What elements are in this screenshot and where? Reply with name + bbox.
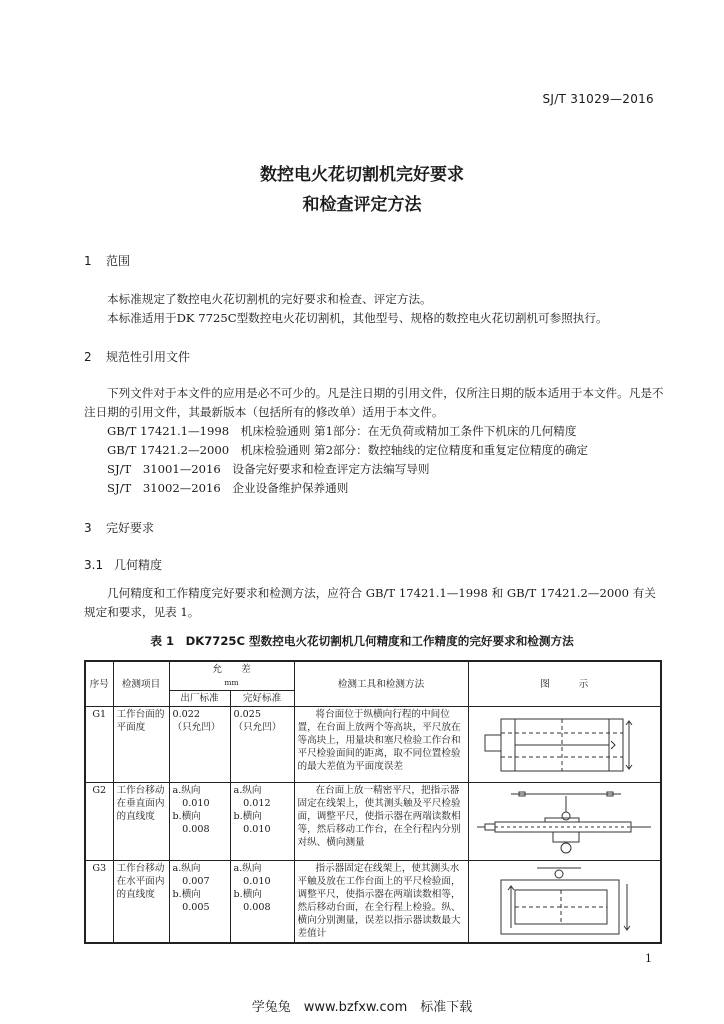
header-tolerance-label: 允 差 bbox=[212, 664, 251, 675]
cell-seq: G2 bbox=[85, 783, 113, 861]
section-title: 范围 bbox=[106, 254, 131, 268]
cell-item: 工作台移动在垂直面内的直线度 bbox=[113, 783, 169, 861]
section-title: 几何精度 bbox=[114, 558, 163, 572]
cell-factory: 0.022 （只允凹） bbox=[169, 707, 230, 783]
cell-method: 将台面位于纵横向行程的中间位置，在台面上放两个等高块，平尺放在等高块上，用量块和塞尺检验工作台和平尺检验面间的距离，取不同位置检验的最大差值为平面度误差 bbox=[294, 707, 468, 783]
cell-method: 指示器固定在线架上，使其测头水平触及放在工作台面上的平尺检验面，调整平尺，使指示器在两端读数相等，然后移动台面，在全行程上检验。纵、横向分别测量，误差以指示器读数最大差值计 bbox=[294, 861, 468, 943]
header-tolerance bbox=[169, 661, 294, 691]
section-number: 3.1 bbox=[84, 558, 104, 572]
header-good: 完好标准 bbox=[230, 691, 294, 707]
horizontal-straightness-diagram bbox=[471, 864, 657, 938]
header-factory: 出厂标准 bbox=[169, 691, 230, 707]
reference-item: SJ/T 31002—2016 企业设备维护保养通则 bbox=[107, 481, 349, 495]
reference-item: GB/T 17421.1—1998 机床检验通则 第1部分：在无负荷或精加工条件下机床的几何精度 bbox=[107, 424, 577, 438]
section-number: 2 bbox=[84, 350, 92, 364]
section-title: 完好要求 bbox=[106, 521, 155, 535]
cell-method: 在台面上放一精密平尺，把指示器固定在线架上，使其测头触及平尺检验面，调整平尺，使指示器在两端读数相等，然后移动工作台，在全行程内分别对纵、横向测量 bbox=[294, 783, 468, 861]
cell-good: 0.025 （只允凹） bbox=[230, 707, 294, 783]
document-title-line-2: 和检查评定方法 bbox=[302, 195, 422, 215]
cell-figure bbox=[468, 783, 661, 861]
flatness-diagram bbox=[471, 711, 657, 779]
watermark-footer: 学兔兔 www.bzfxw.com 标准下载 bbox=[251, 1000, 473, 1015]
section-2-heading bbox=[84, 348, 190, 365]
scope-paragraph-1: 本标准规定了数控电火花切割机的完好要求和检查、评定方法。 bbox=[107, 292, 432, 306]
cell-item: 工作台面的平面度 bbox=[113, 707, 169, 783]
cell-seq: G1 bbox=[85, 707, 113, 783]
reference-item: GB/T 17421.2—2000 机床检验通则 第2部分：数控轴线的定位精度和重复定位精度的确定 bbox=[107, 443, 589, 457]
document-title-line-1: 数控电火花切割机完好要求 bbox=[260, 165, 464, 185]
standard-code: SJ/T 31029—2016 bbox=[542, 92, 654, 106]
section-3-1-heading bbox=[84, 556, 162, 573]
cell-seq: G3 bbox=[85, 861, 113, 943]
section-number: 1 bbox=[84, 254, 92, 268]
vertical-straightness-diagram bbox=[471, 786, 657, 858]
header-unit: mm bbox=[224, 678, 239, 687]
page-number: 1 bbox=[645, 952, 652, 965]
table-caption: 表 1 DK7725C 型数控电火花切割机几何精度和工作精度的完好要求和检测方法 bbox=[150, 634, 574, 648]
cell-item: 工作台移动在水平面内的直线度 bbox=[113, 861, 169, 943]
geometric-accuracy-paragraph: 几何精度和工作精度完好要求和检测方法，应符合 GB/T 17421.1—1998 和 GB/T 17421.2—2000 有关规定和要求，见表 1。 bbox=[84, 586, 656, 619]
header-figure: 图 示 bbox=[468, 661, 661, 707]
cell-good: a.纵向 0.010 b.横向 0.008 bbox=[230, 861, 294, 943]
normative-references-paragraph: 下列文件对于本文件的应用是必不可少的。凡是注日期的引用文件，仅所注日期的版本适用于本文件。凡是不注日期的引用文件，其最新版本（包括所有的修改单）适用于本文件。 bbox=[84, 386, 664, 419]
cell-good: a.纵向 0.012 b.横向 0.010 bbox=[230, 783, 294, 861]
header-item: 检测项目 bbox=[113, 661, 169, 707]
header-method: 检测工具和检测方法 bbox=[294, 661, 468, 707]
reference-item: SJ/T 31001—2016 设备完好要求和检查评定方法编写导则 bbox=[107, 462, 430, 476]
table-row bbox=[85, 783, 661, 861]
section-number: 3 bbox=[84, 521, 92, 535]
table-row bbox=[85, 707, 661, 783]
section-title: 规范性引用文件 bbox=[106, 350, 191, 364]
section-3-heading bbox=[84, 519, 154, 536]
header-seq: 序号 bbox=[85, 661, 113, 707]
accuracy-requirements-table bbox=[84, 660, 662, 944]
cell-factory: a.纵向 0.010 b.横向 0.008 bbox=[169, 783, 230, 861]
section-1-heading bbox=[84, 252, 130, 269]
cell-factory: a.纵向 0.007 b.横向 0.005 bbox=[169, 861, 230, 943]
scope-paragraph-2: 本标准适用于DK 7725C型数控电火花切割机，其他型号、规格的数控电火花切割机可参照执行。 bbox=[107, 311, 608, 325]
cell-figure bbox=[468, 707, 661, 783]
cell-figure bbox=[468, 861, 661, 943]
table-row bbox=[85, 861, 661, 943]
